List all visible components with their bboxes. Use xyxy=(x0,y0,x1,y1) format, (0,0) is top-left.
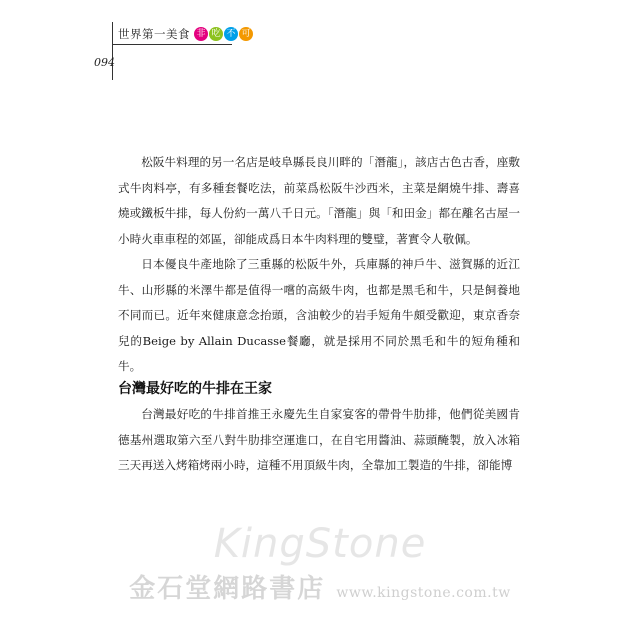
section-heading: 台灣最好吃的牛排在王家 xyxy=(118,381,272,397)
body-text-block xyxy=(118,150,520,380)
subtitle-char-3: 不 xyxy=(224,27,238,41)
subtitle-char-4: 可 xyxy=(239,27,253,41)
book-title: 世界第一美食 xyxy=(118,27,190,41)
watermark-url: www.kingstone.com.tw xyxy=(336,585,511,601)
header-vertical-rule xyxy=(112,22,113,80)
watermark-store-name: 金石堂網路書店 xyxy=(129,574,326,604)
paragraph-3: 台灣最好吃的牛排首推王永慶先生自家宴客的帶骨牛肋排，他們從美國肯德基州選取第六至八對牛肋排空運進口，在自宅用醬油、蒜頭醃製，放入冰箱三天再送入烤箱烤兩小時，這種不用頂級牛肉，全靠加工製造的牛排，卻能博 xyxy=(118,407,520,472)
watermark-store-line xyxy=(0,572,640,606)
section-text-block xyxy=(118,402,520,479)
page-number: 094 xyxy=(94,56,115,69)
header-horizontal-rule xyxy=(112,44,232,45)
running-header xyxy=(118,26,253,42)
watermark xyxy=(0,520,640,606)
subtitle-char-1: 非 xyxy=(194,27,208,41)
subtitle-badges xyxy=(193,27,253,41)
paragraph-1: 松阪牛料理的另一名店是岐阜縣長良川畔的「潛龍」，該店古色古香，座敷式牛肉料亭，有多種套餐吃法，前菜爲松阪牛沙西米，主菜是網燒牛排、壽喜燒或鐵板牛排，每人份約一萬八千日元。「潛龍」與「和田金」都在離名古屋一小時火車車程的郊區，卻能成爲日本牛肉料理的雙璧，著實令人敬佩。 xyxy=(118,155,520,246)
watermark-logo: KingStone xyxy=(213,521,427,567)
subtitle-char-2: 吃 xyxy=(209,27,223,41)
paragraph-2: 日本優良牛產地除了三重縣的松阪牛外，兵庫縣的神戶牛、滋賀縣的近江牛、山形縣的米澤牛都是值得一嚐的高級牛肉，也都是黑毛和牛，只是飼養地不同而已。近年來健康意念抬頭，含油較少的岩手短角牛頗受歡迎，東京香奈兒的Beige by Allain Ducasse餐廳，就是採用不同於黑毛和牛的短角種和牛。 xyxy=(118,257,520,373)
